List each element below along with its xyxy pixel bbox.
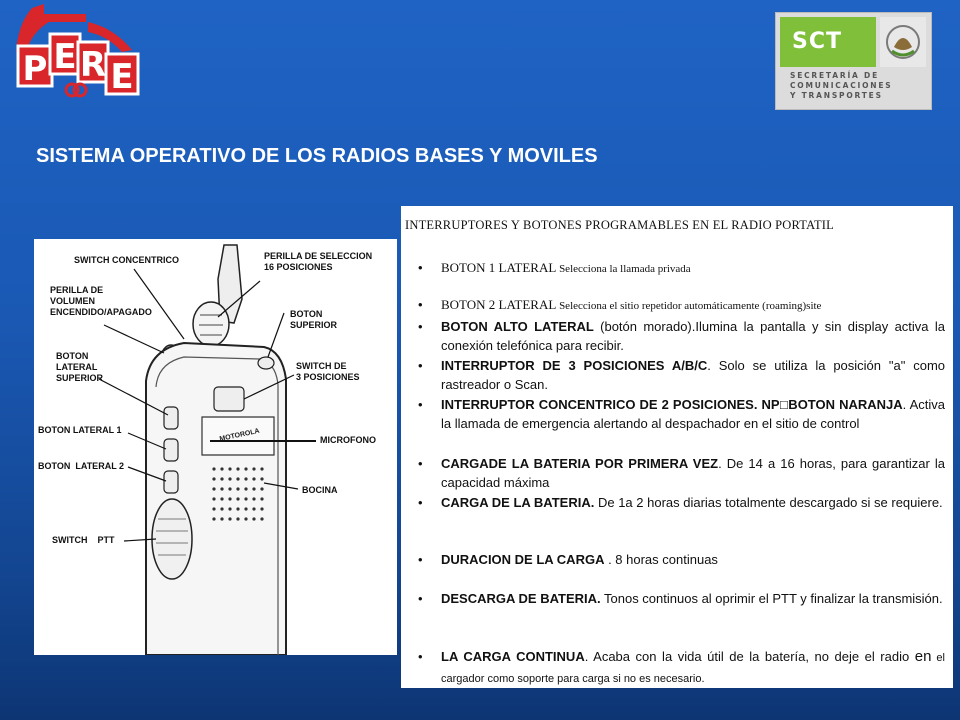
label-boton-superior: BOTON SUPERIOR (290, 309, 338, 330)
label-switch-concentrico: SWITCH CONCENTRICO (74, 255, 179, 265)
label-perilla-volumen: PERILLA DE VOLUMEN ENCENDIDO/APAGADO (50, 285, 152, 317)
list-item: • BOTON 2 LATERAL Selecciona el sitio repetidor automáticamente (roaming)site (418, 297, 822, 312)
bullet-icon: • (418, 552, 423, 567)
radio-diagram (34, 239, 397, 655)
bullet-icon: • (418, 319, 423, 334)
list-item: • BOTON ALTO LATERAL (botón morado).Ilumina la pantalla y sin display activa la conexión telefónica para recibir. (418, 319, 945, 353)
pere-logo (4, 2, 144, 104)
label-boton-lateral-2: BOTON LATERAL 2 (38, 461, 125, 471)
bullet-icon: • (418, 495, 423, 510)
panel-heading: INTERRUPTORES Y BOTONES PROGRAMABLES EN EL RADIO PORTATIL (405, 218, 835, 232)
mexico-seal-icon (880, 17, 926, 67)
bullet-icon: • (418, 297, 423, 312)
bullet-icon: • (418, 260, 423, 275)
list-item: • LA CARGA CONTINUA. Acaba con la vida útil de la batería, no deje el radio en el cargador como soporte para carga si no es necesario. (418, 648, 945, 685)
list-item: • CARGADE LA BATERIA POR PRIMERA VEZ. De 14 a 16 horas, para garantizar la capacidad máxima (418, 456, 945, 490)
svg-text:E: E (110, 57, 134, 97)
svg-text:R: R (79, 45, 107, 85)
bullet-icon: • (418, 397, 423, 412)
label-switch-3-posiciones: SWITCH DE 3 POSICIONES (296, 361, 360, 382)
list-item: • CARGA DE LA BATERIA. De 1a 2 horas diarias totalmente descargado si se requiere. (418, 495, 943, 510)
bullet-icon: • (418, 456, 423, 471)
list-item: • INTERRUPTOR CONCENTRICO DE 2 POSICIONES. NP□BOTON NARANJA. Activa la llamada de emergencia alertando al despachador en el sitio de control (418, 397, 945, 431)
list-item: • DURACION DE LA CARGA . 8 horas continuas (418, 552, 718, 567)
label-boton-lateral-superior: BOTON LATERAL SUPERIOR (56, 351, 104, 383)
sct-fullname: SECRETARÍA DE COMUNICACIONES Y TRANSPORTES (790, 71, 893, 100)
label-switch-ptt: SWITCH PTT (52, 535, 115, 545)
info-panel (401, 206, 953, 688)
sct-logo (775, 12, 932, 110)
label-perilla-seleccion: PERILLA DE SELECCION 16 POSICIONES (264, 251, 373, 272)
list-item: • INTERRUPTOR DE 3 POSICIONES A/B/C. Solo se utiliza la posición "a" como rastreador o Scan. (418, 358, 946, 392)
label-microfono: MICROFONO (320, 435, 376, 445)
bullet-icon: • (418, 358, 423, 373)
brand-text: MOTOROLA (219, 427, 261, 444)
label-boton-lateral-1: BOTON LATERAL 1 (38, 425, 122, 435)
page-title: SISTEMA OPERATIVO DE LOS RADIOS BASES Y MOVILES (36, 145, 598, 167)
sct-abbr: SCT (780, 17, 876, 67)
bullet-icon: • (418, 591, 423, 606)
bullet-icon: • (418, 649, 423, 664)
svg-text:P: P (22, 49, 48, 89)
label-bocina: BOCINA (302, 485, 338, 495)
list-item: • DESCARGA DE BATERIA. Tonos continuos al oprimir el PTT y finalizar la transmisión. (418, 591, 943, 606)
list-item: • BOTON 1 LATERAL Selecciona la llamada privada (418, 260, 691, 275)
svg-text:E: E (53, 37, 77, 77)
